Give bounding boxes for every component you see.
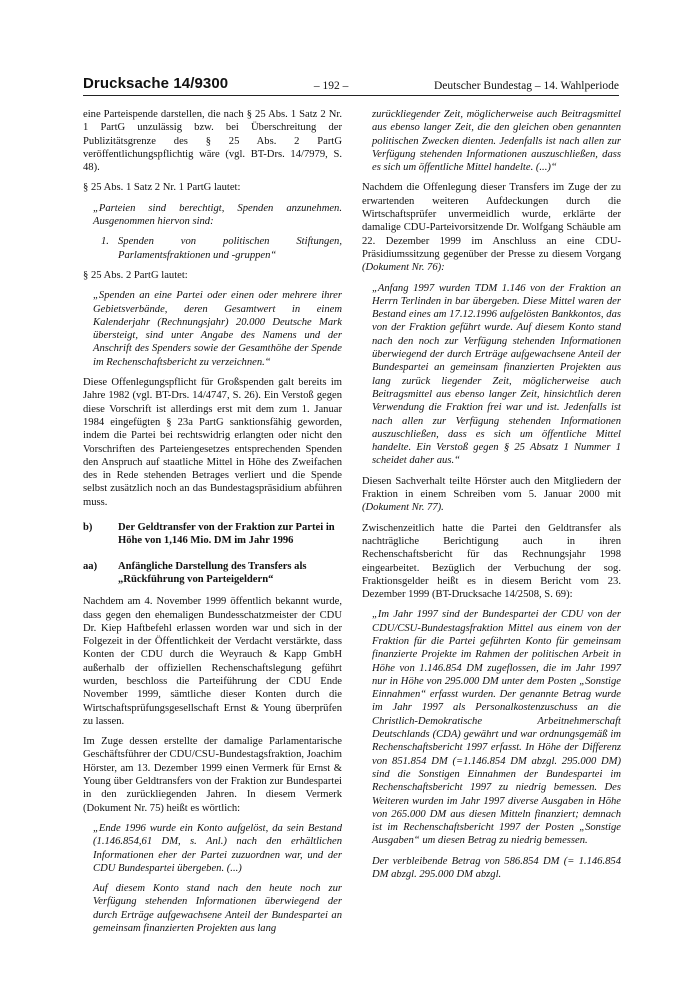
section-heading	[83, 521, 342, 548]
paragraph: Nachdem am 4. November 1999 öffentlich bekannt wurde, dass gegen den ehemaligen Bundesschatzmeister der CDU Dr. Kiep Haftbefehl erlassen worden war und sich in der Folgezeit in der Öffentlichkeit der Verdacht verstärkte, dass Konten der CDU durch die Weyrauch & Kapp GmbH außerhalb der offiziellen Rechenschaftslegung geführt wurden, beschloss die Parteiführung der CDU Ende November 1999, sämtliche dieser Konten durch die Wirtschaftsprüfungsgesellschaft Ernst & Young überprüfen zu lassen.	[83, 596, 342, 727]
quote: „Parteien sind berechtigt, Spenden anzunehmen. Ausgenommen hiervon sind:	[93, 202, 342, 228]
left-column	[83, 108, 342, 942]
quote: Auf diesem Konto stand nach den heute noch zur Verfügung stehenden Informationen überwiegend der durch Erträge aufgewachsene Anteil der Bundespartei an gemeinsam finanzierten Projekten aus lang	[93, 883, 342, 935]
paragraph: eine Parteispende darstellen, die nach § 25 Abs. 1 Satz 2 Nr. 1 PartG unzulässig bzw. bei Überschreitung der Publizitätsgrenze des § 25 Abs. 2 PartG veröffentlichungspflichtig wäre (vgl. BT-Drs. 14/7979, S. 48).	[83, 109, 342, 174]
item-number: 1.	[101, 236, 109, 248]
document-number: Drucksache 14/9300	[83, 75, 229, 92]
paragraph-text: Diesen Sachverhalt teilte Hörster auch den Mitgliedern der Fraktion in einem Schreiben vom 5. Januar 2000 mit	[362, 475, 621, 501]
paragraph: § 25 Abs. 2 PartG lautet:	[83, 269, 188, 281]
quote: „Spenden an eine Partei oder einen oder mehrere ihrer Gebietsverbände, deren Gesamtwert in einem Kalenderjahr (Rechnungsjahr) 20.000 Deutsche Mark übersteigt, sind unter Angabe des Namens und der Anschrift des Spenders sowie der Gesamthöhe der Spende im Rechenschaftsbericht zu verzeichnen.“	[93, 290, 342, 368]
subsection-heading	[83, 560, 342, 587]
paragraph: Diese Offenlegungspflicht für Großspenden galt bereits im Jahre 1982 (vgl. BT-Drs. 14/4747, S. 26). Ein Verstoß gegen diese Vorschrift ist allerdings erst mit dem zum 1. Januar 1984 eingefügten § 23a PartG sanktionsfähig geworden, indem die Partei bei rechtswidrig erlangten oder nicht den Vorschriften des Parteiengesetzes entsprechenden Spenden den Anspruch auf staatliche Mittel in Höhe des Zweifachen des in Rede stehenden Betrages verliert und die Spende selbst zusätzlich noch an das Bundestagspräsidium abführen muss.	[83, 377, 342, 508]
heading-number: aa)	[83, 560, 98, 572]
heading-number: b)	[83, 522, 93, 534]
paragraph: Im Zuge dessen erstellte der damalige Parlamentarische Geschäftsführer der CDU/CSU-Bundestagsfraktion, Joachim Hörster, am 13. Dezember 1999 einen Vermerk für Ernst & Young über Geldtransfers von der Fraktion zur Bundespartei in den zurückliegenden Jahren. In diesem Vermerk (Dokument Nr. 75) heißt es wörtlich:	[83, 736, 342, 814]
quote-continuation: zurückliegender Zeit, möglicherweise auch Beitragsmittel aus ebenso langer Zeit, die den gleichen oben genannten politischen Zwecken dienten. Jedenfalls ist nach allen zur Verfügung stehenden Informationen auszuschließen, dass es sich um öffentliche Mittel handelte. (...)“	[372, 109, 621, 174]
paragraph	[362, 181, 621, 274]
paragraph: Zwischenzeitlich hatte die Partei den Geldtransfer als nachträgliche Berichtigung auch in ihren Rechenschaftsbericht für das Rechnungsjahr 1998 eingearbeitet. Bezüglich der Verbuchung der sog. Fraktionsgelder heißt es in diesem Bericht vom 23. Dezember 1999 (BT-Drucksache 14/2508, S. 69):	[362, 522, 621, 601]
document-reference: (Dokument Nr. 77).	[362, 502, 444, 514]
quote: „Anfang 1997 wurden TDM 1.146 von der Fraktion an Herrn Terlinden in bar übergeben. Diese Mittel waren der Bestand eines am 17.12.1996 aufgelösten Bankkontos, das von der Fraktion geführt wurde. Auf diesem Konto stand nach den noch zur Verfügung stehenden Informationen überwiegend der durch Erträge aufgewachsene Anteil der Bundespartei an gemeinsam finanzierten Projekten aus lang zurück liegender Zeit, möglicherweise auch Beitragsmittel aus ebenso langer Zeit, hinsichtlich deren Verwendung die Fraktion frei war und ist. Jedenfalls ist nach allen zur Verfügung stehenden Informationen auszuschließen, dass es sich um öffentliche Mittel handelte. Ein Verstoß gegen § 25 Absatz 1 Nummer 1 scheidet daher aus.“	[372, 282, 621, 467]
paragraph: § 25 Abs. 1 Satz 2 Nr. 1 PartG lautet:	[83, 182, 241, 194]
page-header	[83, 70, 619, 96]
quote: Der verbleibende Betrag von 586.854 DM (= 1.146.854 DM abzgl. 295.000 DM abzgl.	[372, 855, 621, 881]
heading-text: Der Geldtransfer von der Fraktion zur Partei in Höhe von 1,146 Mio. DM im Jahr 1996	[118, 522, 335, 547]
item-text: Spenden von politischen Stiftungen, Parlamentsfraktionen und -gruppen“	[118, 236, 342, 261]
document-reference: (Dokument Nr. 76):	[362, 262, 445, 274]
heading-text: Anfängliche Darstellung des Transfers als „Rückführung von Parteigeldern“	[118, 560, 307, 585]
paragraph	[362, 475, 621, 515]
page-number: – 192 –	[313, 80, 349, 92]
quote: „Ende 1996 wurde ein Konto aufgelöst, da sein Bestand (1.146.854,61 DM, s. Anl.) nach den erhältlichen Informationen eher der Partei zuzuordnen war, und der CDU Bundespartei übergeben. (...)	[93, 822, 342, 874]
paragraph-text: Nachdem die Offenlegung dieser Transfers im Zuge der zu erwartenden weiteren Aufdeckungen durch die Wirtschaftsprüfer unvermeidlich wurde, erklärte der damalige CDU-Parteivorsitzende Dr. Wolfgang Schäuble am 22. Dezember 1999 im Anschluss an eine CDU-Präsidiumssitzung gegenüber der Presse zu diesem Vorgang	[362, 182, 621, 260]
publisher-label: Deutscher Bundestag – 14. Wahlperiode	[433, 80, 619, 92]
right-column	[362, 108, 621, 888]
quote: „Im Jahr 1997 sind der Bundespartei der CDU von der CDU/CSU-Bundestagsfraktion Mittel aus einem von der Fraktion für die Partei geführten Konto für gemeinsam finanzierte Projekte im Rahmen der politischen Arbeit in Höhe von 1.146.854 DM zugeflossen, die im Jahr 1997 nur in Höhe von 295.000 DM unter dem Posten „Sonstige Einnahmen“ erfasst wurden. Der genannte Betrag wurde im Jahr 1997 als Personalkostenzuschuss an die Christlich-Demokratische Arbeitnehmerschaft Deutschlands (CDA) gewährt und war ordnungsgemäß im Rechenschaftsbericht 1997 erfasst. In Höhe der Differenz von 851.854 DM (=1.146.854 DM abzgl. 295.000 DM) sind die Sonstigen Einnahmen der Bundespartei im Rechenschaftsbericht 1997 zu niedrig bemessen. Des Weiteren wurden im Jahr 1997 diverse Ausgaben in Höhe von 265.000 DM aus diesen Mitteln finanziert; demnach ist im Rechenschaftsbericht 1997 der Posten „Sonstige Ausgaben“ um diesen Betrag zu niedrig bemessen.	[372, 609, 621, 847]
numbered-item	[101, 235, 342, 262]
